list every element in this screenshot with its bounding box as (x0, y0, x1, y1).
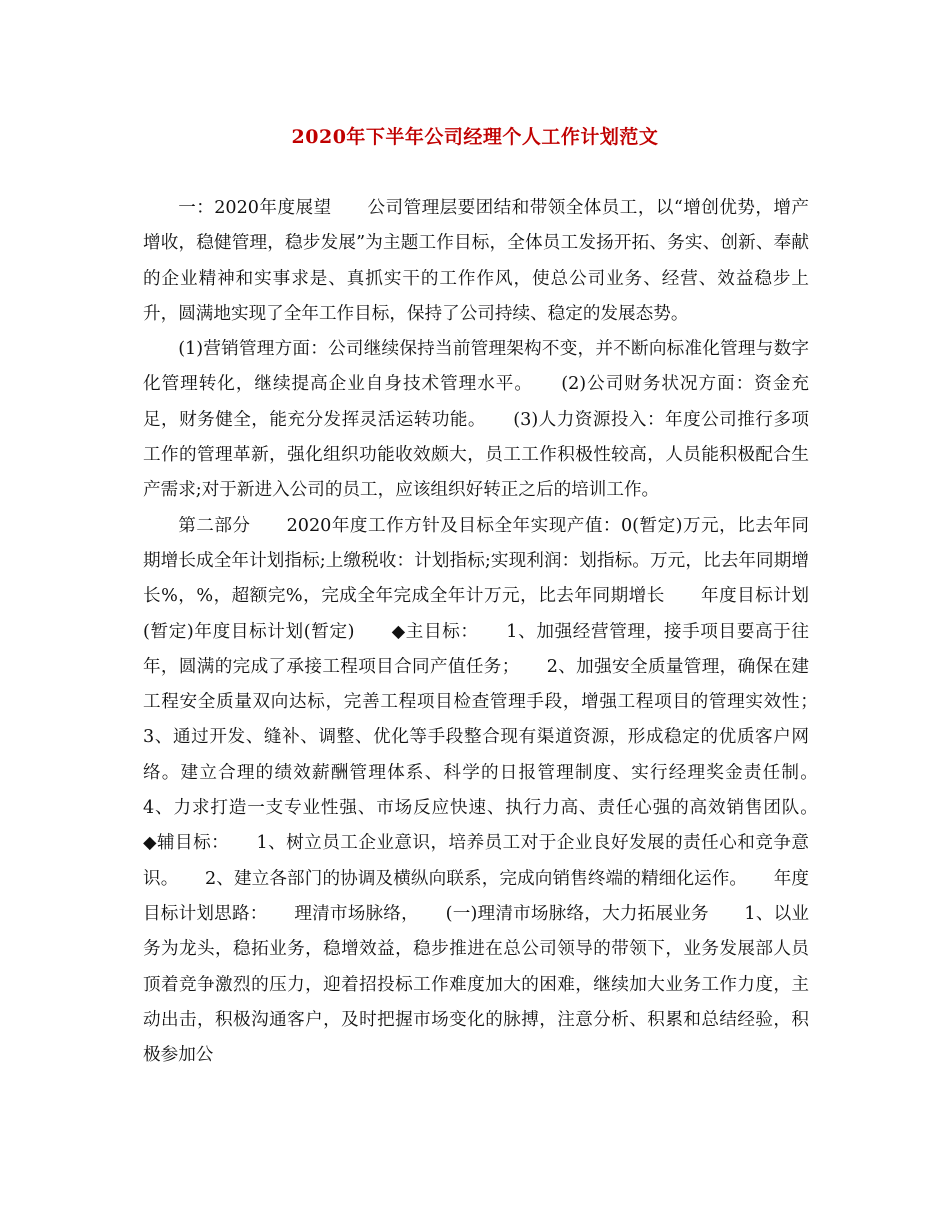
document-body (143, 191, 845, 1073)
document-title: 2020年下半年公司经理个人工作计划范文 (291, 126, 659, 148)
paragraph-outlook: 一：2020年度展望 公司管理层要团结和带领全体员工，以“增创优势，增产增收，稳健管理，稳步发展”为主题工作目标，全体员工发扬开拓、务实、创新、奉献的企业精神和实事求是、真抓实干的工作作风，使总公司业务、经营、效益稳步上升，圆满地实现了全年工作目标，保持了公司持续、稳定的发展态势。 (143, 198, 809, 324)
paragraph-goals: 第二部分 2020年度工作方针及目标全年实现产值：0(暂定)万元，比去年同期增长成全年计划指标;上缴税收：计划指标;实现利润：划指标。万元，比去年同期增长%，%，超额完%，完成全年完成全年计万元，比去年同期增长 年度目标计划(暂定)年度目标计划(暂定) ◆主目标： 1、加强经营管理，接手项目要高于往年，圆满的完成了承接工程项目合同产值任务； 2、加强安全质量管理，确保在建工程安全质量双向达标，完善工程项目检查管理手段，增强工程项目的管理实效性； 3、通过开发、缝补、调整、优化等手段整合现有渠道资源，形成稳定的优质客户网络。建立合理的绩效薪酬管理体系、科学的日报管理制度、实行经理奖金责任制。 4、力求打造一支专业性强、市场反应快速、执行力高、责任心强的高效销售团队。 ◆辅目标： 1、树立员工企业意识，培养员工对于企业良好发展的责任心和竞争意识。 2、建立各部门的协调及横纵向联系，完成向销售终端的精细化运作。 年度目标计划思路： 理清市场脉络， (一)理清市场脉络，大力拓展业务 1、以业务为龙头，稳拓业务，稳增效益，稳步推进在总公司领导的带领下，业务发展部人员顶着竞争激烈的压力，迎着招投标工作难度加大的困难，继续加大业务工作力度，主动出击，积极沟通客户，及时把握市场变化的脉搏，注意分析、积累和总结经验，积极参加公 (143, 515, 845, 1066)
paragraph-status: (1)营销管理方面：公司继续保持当前管理架构不变，并不断向标准化管理与数字化管理转化，继续提高企业自身技术管理水平。 (2)公司财务状况方面：资金充足，财务健全，能充分发挥灵活运转功能。 (3)人力资源投入：年度公司推行多项工作的管理革新，强化组织功能收效颇大，员工工作积极性较高，人员能积极配合生产需求;对于新进入公司的员工，应该组织好转正之后的培训工作。 (143, 339, 809, 501)
